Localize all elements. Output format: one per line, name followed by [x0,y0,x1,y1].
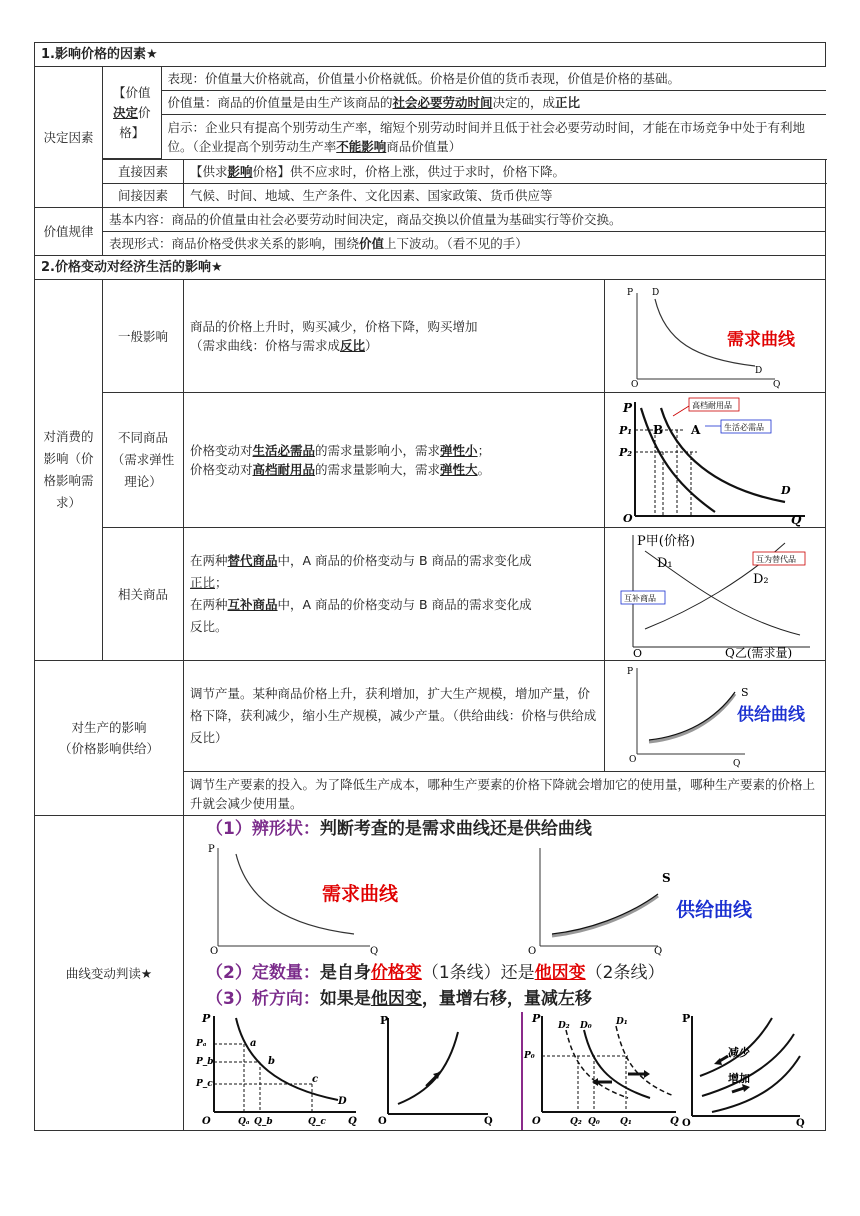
g3-d2: D₂ [558,1021,570,1031]
shift-charts [188,1012,818,1130]
curve-s: S [741,685,749,699]
g1-pa: Pₐ [196,1039,207,1049]
step3-line: （3）析方向：如果是他因变，量增右移，量减左移 [206,989,592,1009]
direct-label: 直接因素 [103,160,184,184]
demand-curve-label: 需求曲线 [322,883,399,905]
axis-p: P [623,400,633,415]
axis-d: D [652,287,660,298]
g-demand-p: P [208,844,215,855]
curve-reading-panel [184,816,826,1131]
g1-c: c [312,1074,319,1085]
law-row-2: 表现形式：商品价格受供求关系的影响，围绕价值上下波动。（看不见的手） [103,232,826,256]
box-substitute: 互为替代品 [756,554,796,564]
g4-q: Q [796,1118,805,1129]
g1-qa: Qₐ [238,1117,250,1127]
produce-text-2: 调节生产要素的投入。为了降低生产成本，哪种生产要素的价格下降就会增加它的使用量，哪种生产要素的价格上升就会减少使用量。 [184,772,826,816]
g4-more: 增加 [728,1072,750,1085]
g3-o: O [532,1116,541,1127]
g3-q0: Q₀ [588,1117,600,1127]
g1-d: D [338,1096,347,1107]
g-supply-q: Q [654,946,663,956]
svg-text:S: S [662,871,671,885]
supply-curve-label: 供给曲线 [737,704,805,725]
related-goods-chart [605,528,826,661]
legend-luxury: 高档耐用品 [692,400,732,410]
g-demand-o: O [210,946,219,956]
curve-d: D [781,483,791,497]
different-label: 不同商品（需求弹性理论） [103,393,184,528]
g3-q2: Q₂ [570,1117,582,1127]
supply-curve-chart [605,661,826,772]
shape-compare-charts [188,842,818,956]
related-text: 在两种替代商品中，A 商品的价格变动与 B 商品的需求变化成 正比； 在两种互补商品中，A 商品的价格变动与 B 商品的需求变化成 反比。 [184,528,605,661]
supply-curve [552,894,658,934]
indirect-text: 气候、时间、地域、生产条件、文化因素、国家政策、货币供应等 [184,184,826,208]
axis-p2: P₂ [619,445,633,459]
legend-necessity: 生活必需品 [724,422,764,432]
g4-p: P [682,1012,691,1025]
g1-curve [236,1018,338,1100]
knowledge-table [34,42,826,1131]
g2-p: P [380,1014,389,1027]
g3-q1: Q₁ [620,1117,632,1127]
supply-curve-label: 供给曲线 [676,899,753,921]
consume-label: 对消费的影响（价格影响需求） [35,280,103,661]
decide-row-1: 表现：价值量大价格就高，价值量小价格就低。价格是价值的货币表现，价值是价格的基础。 [161,67,826,91]
g1-p: P [202,1012,211,1025]
g2-q: Q [484,1116,493,1127]
axis-o: O [629,754,637,765]
curve-d2: D₂ [753,571,769,587]
g-demand-q: Q [370,946,379,956]
g1-pc: P_c [196,1079,213,1089]
axis-p: P [627,666,634,677]
axis-p1: P₁ [619,423,633,437]
g1-qb: Q_b [254,1117,273,1127]
curve-reading-label: 曲线变动判读★ [35,816,184,1131]
section1-title: 1.影响价格的因素★ [35,43,826,67]
g1-qc: Q_c [308,1117,326,1127]
curve-d1: D₁ [657,555,673,571]
g2-o: O [378,1116,387,1127]
law-label: 价值规律 [35,208,103,256]
axis-o: O [633,646,643,660]
g-supply-o: O [528,946,537,956]
different-text: 价格变动对生活必需品的需求量影响小，需求弹性小； 价格变动对高档耐用品的需求量影响大，需求弹性大。 [184,393,605,528]
produce-label: 对生产的影响 （价格影响供给） [35,661,184,816]
point-b: B [653,422,664,437]
axis-o: O [623,511,633,525]
axis-q: Q [791,512,802,527]
general-label: 一般影响 [103,280,184,393]
g3-d1: D₁ [616,1017,628,1027]
general-text: 商品的价格上升时，购买减少，价格下降，购买增加 （需求曲线：价格与需求成反比） [184,280,605,393]
decide-row-3: 启示：企业只有提高个别劳动生产率，缩短个别劳动时间并且低于社会必要劳动时间，才能在市场竞争中处于有利地位。（企业提高个别劳动生产率不能影响商品价值量） [161,115,826,159]
direct-text: 【供求影响价格】供不应求时，价格上涨，供过于求时，价格下降。 [184,160,826,184]
notes-sheet [34,42,825,1131]
axis-p: P [627,287,634,298]
law-row-1: 基本内容：商品的价值量由社会必要劳动时间决定，商品交换以价值量为基础实行等价交换。 [103,208,826,232]
g4-o: O [682,1118,691,1129]
step1-line: （1）辨形状：判断考查的是需求曲线还是供给曲线 [206,819,592,839]
g3-q: Q [670,1116,679,1127]
g3-d0: D₀ [580,1021,592,1031]
axis-y-label: P甲(价格) [637,533,695,549]
value-decides-price-tag: 【价值 决定价 格】 [103,67,161,159]
axis-x-label: Q乙(需求量) [725,645,793,660]
axis-q: Q [733,758,741,769]
g1-q: Q [348,1116,357,1127]
demand-curve-chart [605,280,826,393]
g1-pb: P_b [196,1057,214,1067]
g3-p0: P₀ [524,1051,535,1061]
decide-label: 决定因素 [35,67,103,208]
g4-less: 减少 [728,1046,750,1059]
curve-d: D [755,365,763,376]
g2-curve [398,1032,458,1104]
step2-line: （2）定数量：是自身价格变（1条线）还是他因变（2条线） [206,963,665,983]
box-complement: 互补商品 [624,593,656,603]
axis-o: O [631,379,639,390]
demand-curve-label: 需求曲线 [727,329,795,350]
produce-text-1: 调节产量。某种商品价格上升，获利增加，扩大生产规模，增加产量，价格下降，获利减少，缩小生产规模，减少产量。（供给曲线：价格与供给成反比） [184,661,605,772]
g1-o: O [202,1116,211,1127]
decide-row-2: 价值量：商品的价值量是由生产该商品的社会必要劳动时间决定的，成正比 [161,91,826,115]
point-a: A [691,422,701,437]
axis-q: Q [773,379,781,390]
g3-p: P [532,1012,541,1025]
g1-a: a [250,1038,257,1049]
related-label: 相关商品 [103,528,184,661]
supply-curve [649,692,735,740]
elasticity-chart [605,393,826,528]
g1-b: b [268,1056,275,1067]
section2-title: 2.价格变动对经济生活的影响★ [35,256,826,280]
indirect-label: 间接因素 [103,184,184,208]
